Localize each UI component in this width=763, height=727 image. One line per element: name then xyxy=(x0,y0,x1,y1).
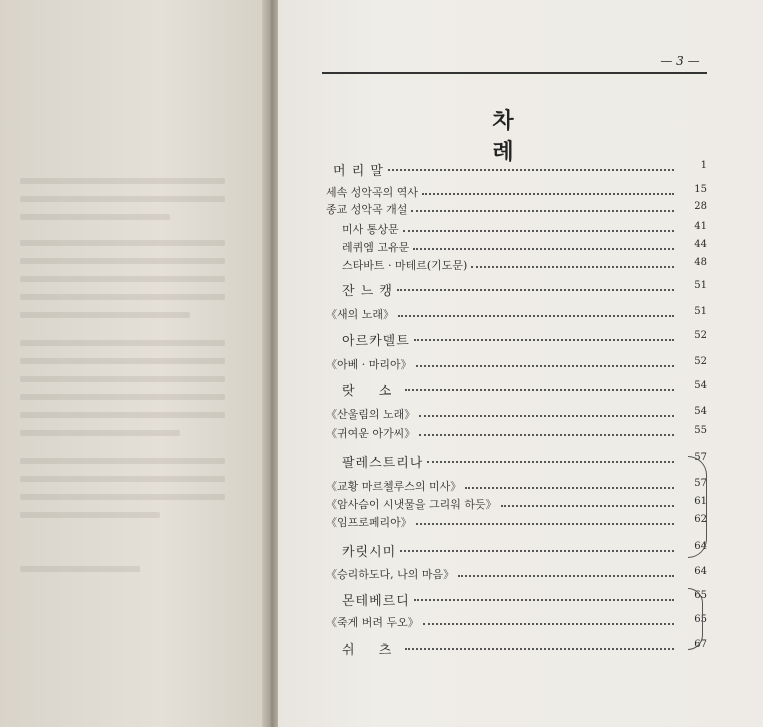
toc-entry-label: 랏 소 xyxy=(342,384,402,399)
toc-entry xyxy=(0,478,763,494)
toc-dotted-leader xyxy=(427,461,674,463)
toc-dotted-leader xyxy=(471,266,674,268)
toc-dotted-leader xyxy=(398,315,674,317)
toc-dotted-leader xyxy=(465,487,674,489)
toc-entry-page: 61 xyxy=(694,496,707,507)
toc-dotted-leader xyxy=(411,210,674,212)
toc-entry-page: 54 xyxy=(694,406,707,417)
toc-entry xyxy=(0,406,763,422)
toc-entry-page: 67 xyxy=(694,639,707,650)
toc-entry-page: 52 xyxy=(694,356,707,367)
toc-entry-page: 28 xyxy=(694,201,707,212)
toc-entry xyxy=(0,280,763,299)
toc-entry-label: 세속 성악곡의 역사 xyxy=(326,186,419,199)
toc-dotted-leader xyxy=(416,523,674,525)
toc-entry-page: 51 xyxy=(694,306,707,317)
toc-entry-label: 《새의 노래》 xyxy=(326,308,395,321)
toc-dotted-leader xyxy=(388,169,674,171)
toc-entry-label: 《승리하도다, 나의 마음》 xyxy=(326,568,455,581)
toc-dotted-leader xyxy=(413,248,674,250)
toc-dotted-leader xyxy=(416,365,674,367)
toc-entry-page: 1 xyxy=(700,160,707,171)
toc-entry-label: 레퀴엠 고유문 xyxy=(342,241,410,254)
toc-entry xyxy=(0,614,763,630)
toc-dotted-leader xyxy=(405,648,674,650)
toc-entry xyxy=(0,239,763,255)
toc-entry-label: 카릿시미 xyxy=(342,545,397,560)
toc-entry-label: 《귀여운 아가씨》 xyxy=(326,427,416,440)
toc-entry-label: 아르카델트 xyxy=(342,334,410,349)
header-rule xyxy=(322,72,707,74)
toc-entry-label: 《죽게 버려 두오》 xyxy=(326,616,419,629)
toc-dotted-leader xyxy=(403,230,674,232)
toc-entry-label: 머 리 말 xyxy=(333,164,384,179)
toc-dotted-leader xyxy=(400,550,674,552)
toc-entry-page: 62 xyxy=(694,514,707,525)
toc-entry xyxy=(0,380,763,399)
toc-entry-label: 《산울림의 노래》 xyxy=(326,408,416,421)
toc-entry-page: 64 xyxy=(694,566,707,577)
toc-entry xyxy=(0,566,763,582)
toc-entry-label: 쉬 츠 xyxy=(342,643,402,658)
toc-dotted-leader xyxy=(397,289,674,291)
toc-entry-label: 몬테베르디 xyxy=(342,594,410,609)
page-number: — 3 — xyxy=(660,54,700,68)
toc-entry xyxy=(0,184,763,200)
toc-dotted-leader xyxy=(419,434,674,436)
toc-entry-page: 54 xyxy=(694,380,707,391)
toc-entry-page: 57 xyxy=(694,478,707,489)
toc-entry xyxy=(0,496,763,512)
toc-dotted-leader xyxy=(458,575,674,577)
toc-entry-label: 팔레스트리나 xyxy=(342,456,424,471)
toc-entry xyxy=(0,541,763,560)
toc-entry xyxy=(0,330,763,349)
toc-entry xyxy=(0,639,763,658)
toc-entry-label: 《임프로페리아》 xyxy=(326,516,412,529)
toc-entry-page: 41 xyxy=(694,221,707,232)
toc-entry xyxy=(0,425,763,441)
toc-dotted-leader xyxy=(419,415,674,417)
toc-entry-page: 51 xyxy=(694,280,707,291)
toc-entry-page: 65 xyxy=(694,614,707,625)
toc-dotted-leader xyxy=(423,623,674,625)
bracket-mark xyxy=(688,588,703,650)
toc-entry xyxy=(0,160,763,179)
toc-entry xyxy=(0,221,763,237)
toc-dotted-leader xyxy=(405,389,674,391)
toc-entry-label: 종교 성악곡 개설 xyxy=(326,203,408,216)
toc-entry-page: 55 xyxy=(694,425,707,436)
toc-entry-label: 스타바트 · 마테르(기도문) xyxy=(342,259,468,272)
toc-entry xyxy=(0,452,763,471)
toc-entry-label: 미사 통상문 xyxy=(342,223,399,236)
bracket-mark xyxy=(688,456,707,558)
toc-entry xyxy=(0,306,763,322)
toc-entry-page: 15 xyxy=(694,184,707,195)
toc-entry-page: 48 xyxy=(694,257,707,268)
toc-entry-page: 65 xyxy=(694,590,707,601)
toc-entry-page: 64 xyxy=(694,541,707,552)
toc-entry-label: 잔 느 캥 xyxy=(342,284,393,299)
toc-entry xyxy=(0,257,763,273)
page-title: 차 례 xyxy=(492,108,538,165)
toc-entry-page: 52 xyxy=(694,330,707,341)
toc-entry-page: 57 xyxy=(694,452,707,463)
toc-entry xyxy=(0,201,763,217)
toc-dotted-leader xyxy=(422,193,674,195)
toc-entry xyxy=(0,514,763,530)
toc-dotted-leader xyxy=(414,339,674,341)
toc-entry xyxy=(0,590,763,609)
toc-entry-label: 《교황 마르첼루스의 미사》 xyxy=(326,480,462,493)
toc-entry-page: 44 xyxy=(694,239,707,250)
toc-entry-label: 《아베 · 마리아》 xyxy=(326,358,412,371)
toc-dotted-leader xyxy=(414,599,674,601)
toc-dotted-leader xyxy=(501,505,674,507)
toc-entry-label: 《암사슴이 시냇물을 그리워 하듯》 xyxy=(326,498,497,511)
toc-entry xyxy=(0,356,763,372)
